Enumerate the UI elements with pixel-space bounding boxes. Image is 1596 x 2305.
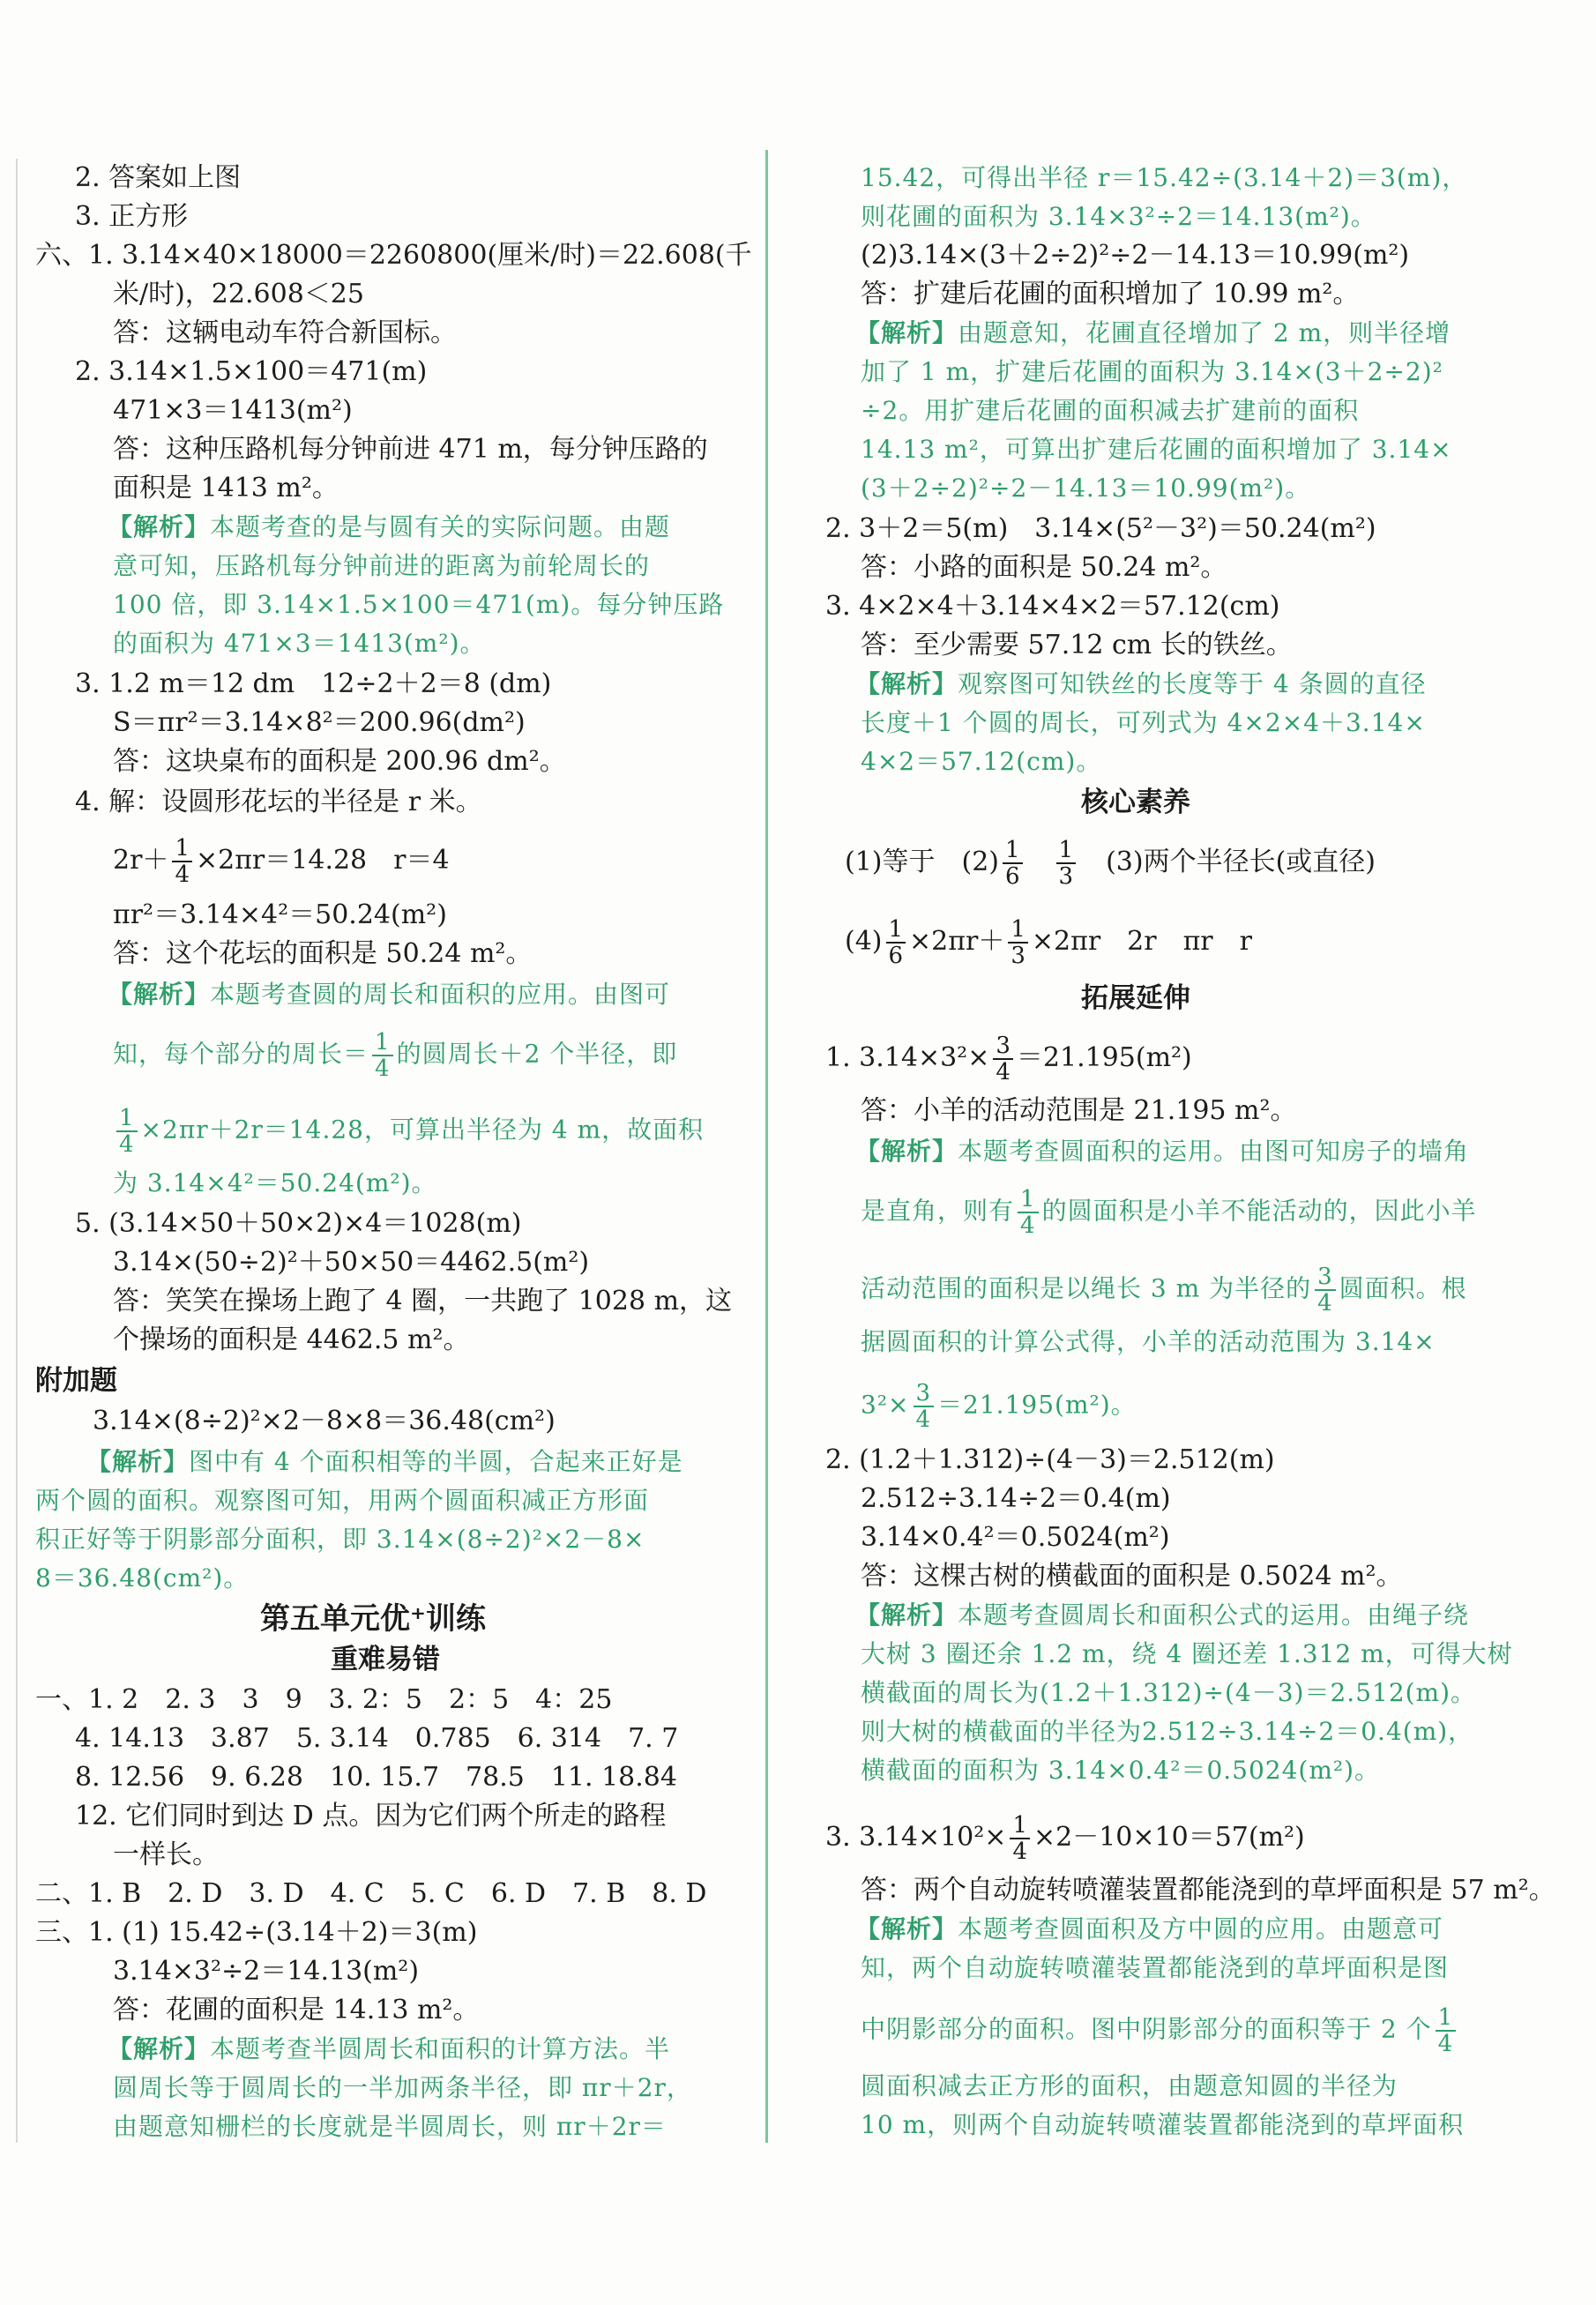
fraction: $\frac{1}{6}$ xyxy=(1003,838,1023,889)
fraction: $\frac{1}{4}$ xyxy=(1010,1813,1030,1864)
analysis-line: 横截面的周长为(1.2＋1.312)÷(4－3)＝2.512(m)。 xyxy=(861,1678,1477,1707)
answer-line: 一、1. 2 2. 3 3 9 3. 2：5 2：5 4：25 xyxy=(35,1684,613,1715)
answer-line: (1)等于 (2) $\frac{1}{6}$ $\frac{1}{3}$ (3)两个半径长(或直径) xyxy=(845,837,1376,890)
answer-line: 面积是 1413 m²。 xyxy=(113,473,339,504)
fraction: $\frac{1}{4}$ xyxy=(116,1106,138,1157)
answer-line: 答：花圃的面积是 14.13 m²。 xyxy=(113,1995,480,2025)
answer-line: 答：这种压路机每分钟前进 471 m，每分钟压路的 xyxy=(113,434,708,465)
answer-line: 2. 3.14×1.5×100＝471(m) xyxy=(75,356,428,387)
analysis-tag: 【解析】 xyxy=(86,1447,190,1476)
subsection-heading: 拓展延伸 xyxy=(1081,982,1190,1014)
analysis-line: 知，两个自动旋转喷灌装置都能浇到的草坪面积是图 xyxy=(861,1953,1450,1982)
analysis-line: 【解析】图中有 4 个面积相等的半圆，合起来正好是 xyxy=(86,1447,683,1476)
analysis-line: 4×2＝57.12(cm)。 xyxy=(861,747,1102,776)
analysis-line: 则大树的横截面的半径为2.512÷3.14÷2＝0.4(m)， xyxy=(861,1717,1474,1746)
answer-line: 答：这个花坛的面积是 50.24 m²。 xyxy=(113,938,533,969)
equation-line: 2r＋ $\frac{1}{4}$ ×2πr＝14.28 r＝4 xyxy=(113,835,450,888)
analysis-line: $\frac{1}{4}$ ×2πr＋2r＝14.28，可算出半径为 4 m，故面积 xyxy=(113,1106,704,1157)
answer-line: 答：扩建后花圃的面积增加了 10.99 m²。 xyxy=(861,279,1360,310)
analysis-line: 【解析】本题考查半圆周长和面积的计算方法。半 xyxy=(108,2034,671,2063)
analysis-line: 是直角，则有 $\frac{1}{4}$ 的圆面积是小羊不能活动的，因此小羊 xyxy=(861,1186,1477,1239)
analysis-line: 【解析】由题意知，花圃直径增加了 2 m，则半径增 xyxy=(855,318,1451,347)
fraction: $\frac{1}{4}$ xyxy=(372,1030,393,1081)
answer-line: S＝πr²＝3.14×8²＝200.96(dm²) xyxy=(113,707,526,738)
analysis-tag: 【解析】 xyxy=(855,669,958,698)
equation-line: 3. 3.14×10²× $\frac{1}{4}$ ×2－10×10＝57(m²) xyxy=(825,1812,1305,1865)
fraction: $\frac{1}{6}$ xyxy=(886,917,906,968)
analysis-line: 意可知，压路机每分钟前进的距离为前轮周长的 xyxy=(113,551,651,580)
fraction: $\frac{1}{4}$ xyxy=(172,836,192,887)
answer-line: 3.14×(50÷2)²＋50×50＝4462.5(m²) xyxy=(113,1247,590,1278)
analysis-line: 则花圃的面积为 3.14×3²÷2＝14.13(m²)。 xyxy=(861,202,1376,231)
fraction: $\frac{3}{4}$ xyxy=(914,1381,935,1432)
analysis-line: 【解析】本题考查圆的周长和面积的应用。由图可 xyxy=(108,980,671,1009)
fraction: $\frac{3}{4}$ xyxy=(1315,1264,1336,1316)
answer-line: 4. 14.13 3.87 5. 3.14 0.785 6. 314 7. 7 xyxy=(75,1723,679,1754)
analysis-line: 加了 1 m，扩建后花圃的面积为 3.14×(3＋2÷2)² xyxy=(861,357,1443,386)
analysis-line: 据圆面积的计算公式得，小羊的活动范围为 3.14× xyxy=(861,1327,1436,1356)
column-divider xyxy=(765,150,768,2143)
analysis-line: 活动范围的面积是以绳长 3 m 为半径的 $\frac{3}{4}$ 圆面积。根 xyxy=(861,1264,1467,1317)
answer-line: 3.14×3²÷2＝14.13(m²) xyxy=(113,1956,420,1987)
fraction: $\frac{1}{4}$ xyxy=(1018,1187,1039,1238)
subsection-heading: 核心素养 xyxy=(1081,787,1190,818)
analysis-line: ÷2。用扩建后花圃的面积减去扩建前的面积 xyxy=(861,396,1360,425)
answer-line: 米/时)，22.608＜25 xyxy=(113,279,364,310)
answer-line: 二、1. B 2. D 3. D 4. C 5. C 6. D 7. B 8. D xyxy=(35,1878,707,1909)
answer-line: 5. (3.14×50＋50×2)×4＝1028(m) xyxy=(75,1208,522,1239)
analysis-tag: 【解析】 xyxy=(855,1137,958,1166)
answer-line: πr²＝3.14×4²＝50.24(m²) xyxy=(113,899,447,930)
analysis-line: 积正好等于阴影部分面积，即 3.14×(8÷2)²×2－8× xyxy=(35,1525,645,1554)
analysis-line: 14.13 m²，可算出扩建后花圃的面积增加了 3.14× xyxy=(861,435,1452,464)
analysis-line: 【解析】本题考查的是与圆有关的实际问题。由题 xyxy=(108,512,671,541)
analysis-line: 【解析】本题考查圆面积及方中圆的应用。由题意可 xyxy=(855,1914,1444,1943)
answer-line: (2)3.14×(3＋2÷2)²÷2－14.13＝10.99(m²) xyxy=(861,240,1410,271)
answer-line: 答：小路的面积是 50.24 m²。 xyxy=(861,552,1227,583)
analysis-tag: 【解析】 xyxy=(855,1914,958,1943)
answer-line: 4. 解：设圆形花坛的半径是 r 米。 xyxy=(75,787,482,817)
answer-line: 答：这棵古树的横截面的面积是 0.5024 m²。 xyxy=(861,1561,1403,1592)
answer-line: 三、1. (1) 15.42÷(3.14＋2)＝3(m) xyxy=(35,1917,478,1948)
analysis-line: 15.42，可得出半径 r＝15.42÷(3.14＋2)＝3(m)， xyxy=(861,163,1468,192)
analysis-line: 10 m，则两个自动旋转喷灌装置都能浇到的草坪面积 xyxy=(861,2110,1465,2139)
answer-line: 471×3＝1413(m²) xyxy=(113,395,353,426)
answer-line: 答：这辆电动车符合新国标。 xyxy=(113,317,457,348)
analysis-tag: 【解析】 xyxy=(108,512,211,541)
analysis-line: 横截面的面积为 3.14×0.4²＝0.5024(m²)。 xyxy=(861,1756,1381,1785)
answer-line: 六、1. 3.14×40×18000＝2260800(厘米/时)＝22.608(千 xyxy=(35,240,752,271)
analysis-line: 3²× $\frac{3}{4}$ ＝21.195(m²)。 xyxy=(861,1380,1137,1433)
analysis-tag: 【解析】 xyxy=(108,980,211,1009)
answer-line: 个操场的面积是 4462.5 m²。 xyxy=(113,1324,470,1355)
analysis-line: 长度＋1 个圆的周长，可列式为 4×2×4＋3.14× xyxy=(861,708,1426,737)
analysis-line: 【解析】本题考查圆面积的运用。由图可知房子的墙角 xyxy=(855,1137,1470,1166)
analysis-line: 的面积为 471×3＝1413(m²)。 xyxy=(113,629,486,658)
analysis-line: 知，每个部分的周长＝ $\frac{1}{4}$ 的圆周长＋2 个半径，即 xyxy=(113,1029,678,1082)
answer-line: 2. 3＋2＝5(m) 3.14×(5²－3²)＝50.24(m²) xyxy=(825,513,1376,544)
analysis-tag: 【解析】 xyxy=(108,2034,211,2063)
page-edge-shadow xyxy=(16,159,18,2143)
answer-line: 3. 4×2×4＋3.14×4×2＝57.12(cm) xyxy=(825,591,1280,622)
analysis-tag: 【解析】 xyxy=(855,1600,958,1630)
analysis-line: 大树 3 圈还余 1.2 m，绕 4 圈还差 1.312 m，可得大树 xyxy=(861,1639,1513,1668)
analysis-line: (3＋2÷2)²÷2－14.13＝10.99(m²)。 xyxy=(861,474,1311,503)
answer-line: (4) $\frac{1}{6}$ ×2πr＋ $\frac{1}{3}$ ×2πr 2r πr r xyxy=(845,916,1252,969)
analysis-line: 100 倍，即 3.14×1.5×100＝471(m)。每分钟压路 xyxy=(113,590,725,619)
subsection-heading: 重难易错 xyxy=(331,1644,440,1675)
answer-line: 答：笑笑在操场上跑了 4 圈，一共跑了 1028 m，这 xyxy=(113,1286,733,1317)
unit-title: 第五单元优⁺训练 xyxy=(260,1601,486,1637)
answer-line: 2. (1.2＋1.312)÷(4－3)＝2.512(m) xyxy=(825,1444,1275,1475)
fraction: $\frac{1}{3}$ xyxy=(1056,838,1077,889)
answer-line: 答：这块桌布的面积是 200.96 dm²。 xyxy=(113,746,566,777)
section-heading: 附加题 xyxy=(35,1365,117,1397)
equation-line: 1. 3.14×3²× $\frac{3}{4}$ ＝21.195(m²) xyxy=(825,1033,1192,1085)
analysis-line: 【解析】观察图可知铁丝的长度等于 4 条圆的直径 xyxy=(855,669,1427,698)
analysis-line: 中阴影部分的面积。图中阴影部分的面积等于 2 个 $\frac{1}{4}$ xyxy=(861,2005,1459,2056)
answer-line: 一样长。 xyxy=(113,1839,219,1870)
analysis-line: 由题意知栅栏的长度就是半圆周长，则 πr＋2r＝ xyxy=(113,2112,667,2141)
answer-line: 3. 正方形 xyxy=(75,201,189,232)
answer-line: 答：小羊的活动范围是 21.195 m²。 xyxy=(861,1095,1297,1126)
analysis-line: 两个圆的面积。观察图可知，用两个圆面积减正方形面 xyxy=(35,1486,650,1515)
answer-line: 2. 答案如上图 xyxy=(75,162,242,193)
answer-line: 3.14×(8÷2)²×2－8×8＝36.48(cm²) xyxy=(93,1406,556,1436)
answer-line: 2.512÷3.14÷2＝0.4(m) xyxy=(861,1483,1171,1514)
analysis-line: 8＝36.48(cm²)。 xyxy=(35,1563,250,1593)
analysis-line: 【解析】本题考查圆周长和面积公式的运用。由绳子绕 xyxy=(855,1600,1470,1630)
answer-line: 8. 12.56 9. 6.28 10. 15.7 78.5 11. 18.84 xyxy=(75,1762,677,1793)
analysis-line: 圆周长等于圆周长的一半加两条半径，即 πr＋2r， xyxy=(113,2073,692,2102)
answer-line: 答：至少需要 57.12 cm 长的铁丝。 xyxy=(861,630,1293,660)
answer-line: 12. 它们同时到达 D 点。因为它们两个所走的路程 xyxy=(75,1801,667,1831)
analysis-tag: 【解析】 xyxy=(855,318,958,347)
answer-line: 3.14×0.4²＝0.5024(m²) xyxy=(861,1522,1170,1553)
answer-line: 3. 1.2 m＝12 dm 12÷2＋2＝8 (dm) xyxy=(75,668,552,699)
fraction: $\frac{3}{4}$ xyxy=(993,1033,1013,1085)
answer-line: 答：两个自动旋转喷灌装置都能浇到的草坪面积是 57 m²。 xyxy=(861,1875,1555,1906)
analysis-line: 为 3.14×4²＝50.24(m²)。 xyxy=(113,1168,437,1197)
fraction: $\frac{1}{4}$ xyxy=(1436,2005,1457,2056)
analysis-line: 圆面积减去正方形的面积，由题意知圆的半径为 xyxy=(861,2071,1398,2100)
fraction: $\frac{1}{3}$ xyxy=(1008,917,1028,968)
